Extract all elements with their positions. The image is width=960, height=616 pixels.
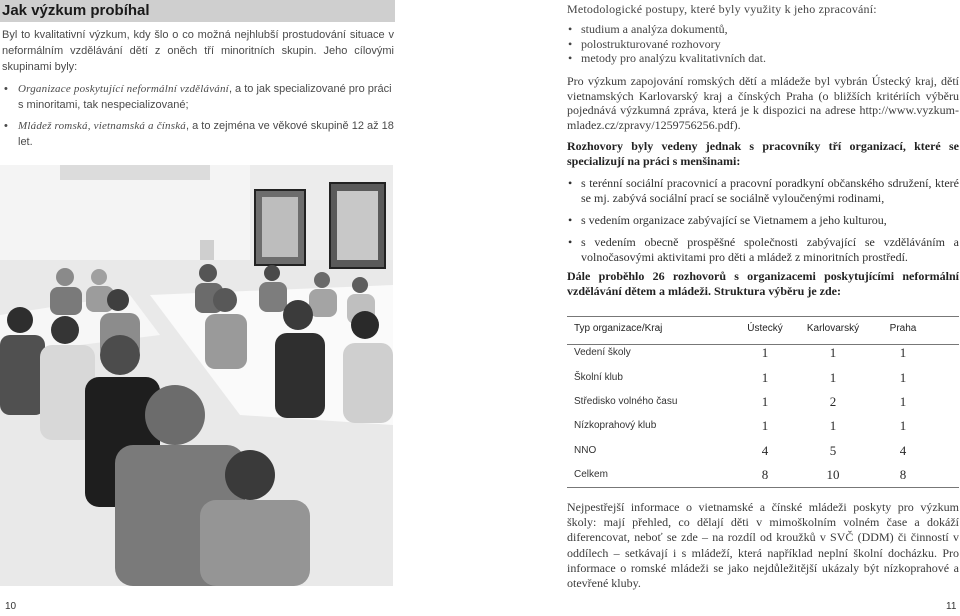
target-groups-list-2 (2, 118, 394, 150)
list-item (2, 118, 394, 150)
row-label: Středisko volného času (574, 396, 678, 407)
table-cell: 4 (761, 443, 769, 458)
list-item: • s vedením obecně prospěšné společnosti zabývající se vzděláváním a volnočasovými aktivitami pro děti a mládež z minoritních prostředí. (567, 235, 959, 265)
table-cell: 2 (829, 394, 837, 409)
table-cell: 4 (899, 443, 907, 458)
table-cell: 1 (829, 418, 837, 433)
table-row (567, 463, 959, 487)
table-cell: 1 (829, 345, 837, 360)
closing-paragraph: Nejpestřejší informace o vietnamské a čínské mládeži poskyty pro výzkum školy: mají přehled, co dělají děti v mimoškolním volném čase a dokáží diferencovat, neboť se zde – na rozdíl od kroužků v SVČ (DDM) či činností v oddílech – setkávají i s mládeží, která například neplní školní docházku. Pro informace o romské mládeži se jako nejdůležitější ukázaly být nízkoprahové a otevřené kluby. (567, 500, 959, 591)
column-header: Karlovarský (806, 323, 860, 334)
column-header: Ústecký (747, 323, 783, 334)
list-item: • s terénní sociální pracovnicí a pracovní poradkyní občanského sdružení, které se mj. zabývá sociální prací se sociálně vyloučenými rodinami, (567, 176, 959, 206)
table-row (567, 439, 959, 463)
table-row (567, 341, 959, 365)
list-item: • studium a analýza dokumentů, (567, 22, 957, 37)
list-item: • polostrukturované rozhovory (567, 37, 957, 52)
table-cell: 1 (899, 394, 907, 409)
photo-illustration (0, 165, 393, 586)
target-group-detail: , a to zejména ve věkové skupině 12 až 18 let. (18, 120, 394, 148)
column-header: Typ organizace/Kraj (574, 323, 663, 334)
list-item (2, 81, 394, 113)
section-title: Jak výzkum probíhal (0, 0, 395, 22)
row-label: Celkem (574, 469, 608, 480)
table-cell: 10 (826, 467, 840, 482)
target-group-name: Organizace poskytující neformální vzdělávání (18, 83, 229, 95)
list-item: • s vedením organizace zabývající se Vietnamem a jeho kulturou, (567, 213, 959, 228)
table-header-row (567, 317, 959, 341)
row-label: Vedení školy (574, 347, 631, 358)
target-group-detail: , a to jak specializované pro práci s minoritami, tak nespecializované; (18, 83, 392, 111)
methods-list (567, 22, 957, 66)
table-cell: 5 (829, 443, 837, 458)
row-label: Nízkoprahový klub (574, 420, 657, 431)
row-label: NNO (574, 445, 597, 456)
table-cell: 1 (899, 418, 907, 433)
methods-heading: Metodologické postupy, které byly využity k jeho zpracování: (567, 2, 877, 16)
table-cell: 8 (761, 467, 769, 482)
table-cell: 1 (761, 394, 769, 409)
interviews-heading: Rozhovory byly vedeny jednak s pracovníky tří organizací, které se specializují na práci s menšinami: (567, 139, 959, 168)
page-number: 10 (5, 601, 17, 612)
table-row (567, 366, 959, 390)
summary-paragraph: Dále proběhlo 26 rozhovorů s organizacemi poskytujícími neformální vzdělávání dětem a mládeži. Struktura výběru je zde: (567, 269, 959, 298)
row-label: Školní klub (574, 372, 623, 383)
table-row (567, 414, 959, 438)
intro-paragraph: Byl to kvalitativní výzkum, kdy šlo o co možná nejhlubší prostudování situace v neformálním vzdělávání dětí z oněch tří minoritních skupin. Jeho cílovými skupinami byly: (2, 29, 394, 73)
table-cell: 1 (761, 345, 769, 360)
table-cell: 1 (899, 370, 907, 385)
right-page (480, 0, 960, 616)
region-selection-paragraph: Pro výzkum zapojování romských dětí a mládeže byl vybrán Ústecký kraj, dětí vietnamských Karlovarský kraj a čínských Praha (o bližších kritériích výběru pojednává výzkumná zpráva, která je k dispozici na adrese http://www.vyzkum-mladez.cz/zpravy/1259756256.pdf). (567, 74, 959, 132)
table-cell: 1 (761, 370, 769, 385)
list-item: • metody pro analýzu kvalitativních dat. (567, 51, 957, 66)
table-cell: 8 (899, 467, 907, 482)
table-cell: 1 (899, 345, 907, 360)
table-cell: 1 (829, 370, 837, 385)
table-row (567, 390, 959, 414)
target-group-name: Mládež romská, vietnamská a čínská (18, 120, 186, 132)
group-photo (0, 165, 393, 586)
target-groups-list (2, 81, 394, 113)
column-header: Praha (889, 323, 917, 334)
table-cell: 1 (761, 418, 769, 433)
organization-table (567, 316, 959, 488)
interviews-list (567, 176, 959, 272)
page-number: 11 (946, 601, 957, 612)
